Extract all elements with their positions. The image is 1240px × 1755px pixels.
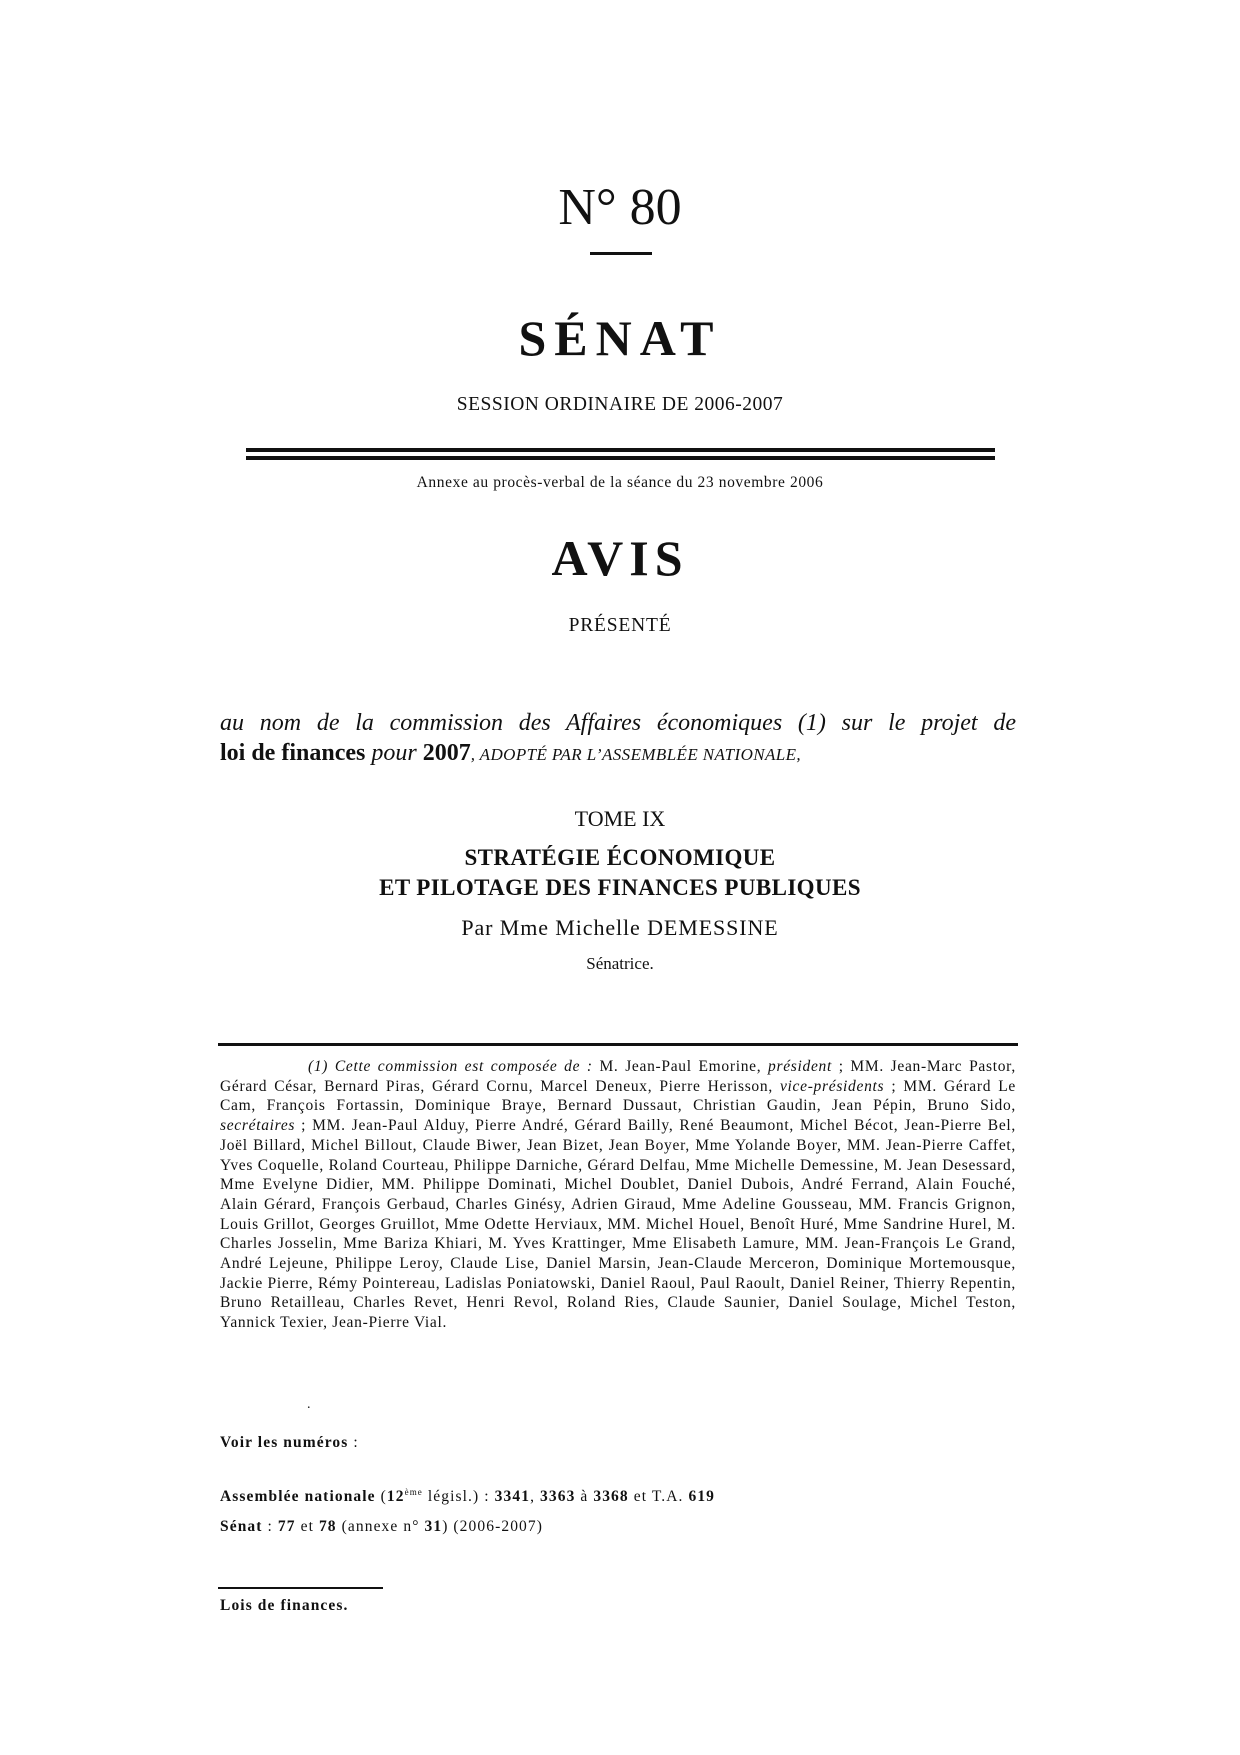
voir-label: Voir les numéros xyxy=(220,1434,349,1451)
presente-label: PRÉSENTÉ xyxy=(568,615,672,636)
voir-numeros xyxy=(220,1433,359,1453)
category-label xyxy=(220,1596,349,1616)
commission-sec-names: ; MM. Gérard Le Cam, François Fortassin, Dominique Braye, Bernard Dussaut, Christian Gaudin, Jean Pépin, Bruno Sido, xyxy=(220,1077,1016,1115)
footnote-rule xyxy=(218,1043,1018,1046)
senat-annexe-close: ) (2006-2007) xyxy=(442,1518,544,1535)
subject-title xyxy=(0,843,1240,903)
category-rule xyxy=(218,1587,383,1589)
an-sep-1: , xyxy=(530,1488,541,1505)
header-rule-top xyxy=(246,448,995,452)
an-open: ( xyxy=(375,1488,387,1505)
document-number: N° 80 xyxy=(558,179,682,236)
voir-colon: : xyxy=(348,1434,359,1451)
an-leg-rest: législ.) : xyxy=(422,1488,495,1505)
an-label: Assemblée nationale xyxy=(220,1488,376,1505)
session-line: SESSION ORDINAIRE DE 2006-2007 xyxy=(456,394,784,415)
commission-sec-label: secrétaires xyxy=(220,1117,296,1135)
senat-number-1: 77 xyxy=(277,1518,296,1535)
senat-number-2: 78 xyxy=(318,1518,337,1535)
intro-paragraph xyxy=(220,708,1016,770)
an-ta: et T.A. xyxy=(628,1488,689,1505)
title-divider xyxy=(590,252,652,255)
an-number-2: 3363 xyxy=(540,1488,576,1505)
an-leg-sup: ème xyxy=(404,1487,423,1497)
assemblee-reference xyxy=(220,1487,715,1507)
an-leg-num: 12 xyxy=(386,1488,405,1505)
chamber-title: SÉNAT xyxy=(518,310,722,366)
senat-label: Sénat xyxy=(220,1518,263,1535)
commission-president-label: président xyxy=(768,1058,833,1075)
senat-annexe-open: (annexe n° xyxy=(336,1518,425,1535)
commission-president-name: M. Jean-Paul Emorine, xyxy=(599,1058,769,1075)
senat-reference xyxy=(220,1517,543,1537)
author-title: Sénatrice. xyxy=(586,954,654,973)
category-text: Lois de finances. xyxy=(220,1597,349,1614)
an-a: à xyxy=(575,1488,594,1505)
commission-vp-names: ; MM. Jean-Marc Pastor, Gérard César, Bernard Piras, Gérard Cornu, Marcel Deneux, Pierre Herisson, xyxy=(220,1058,1016,1095)
author-line: Par Mme Michelle DEMESSINE xyxy=(461,915,779,940)
commission-members: ; MM. Jean-Paul Alduy, Pierre André, Gérard Bailly, René Beaumont, Michel Bécot, Jean-Pierre Bel, Joël Billard, Michel Billout, Claude Biwer, Jean Bizet, Jean Boyer, Mme Yolande Boyer, MM. Jean-Pierre Caffet, Yves Coquelle, Roland Courteau, Philippe Darniche, Gérard Delfau, Mme Michelle Demessine, M. Jean Desessard, Mme Evelyne Didier, MM. Philippe Dominati, Michel Doublet, Daniel Dubois, André Ferrand, Alain Fouché, Alain Gérard, François Gerbaud, Charles Ginésy, Adrien Giraud, Mme Adeline Gousseau, MM. Francis Grignon, Louis Grillot, Georges Gruillot, Mme Odette Herviaux, MM. Michel Houel, Benoît Huré, Mme Sandrine Hurel, M. Charles Josselin, Mme Bariza Khiari, M. Yves Krattinger, Mme Elisabeth Lamure, MM. Jean-François Le Grand, André Lejeune, Philippe Leroy, Claude Lise, Daniel Marsin, Jean-Claude Merceron, Dominique Mortemousque, Jackie Pierre, Rémy Pointereau, Ladislas Poniatowski, Daniel Raoul, Paul Raoult, Daniel Reiner, Thierry Repentin, Bruno Retailleau, Charles Revet, Henri Revol, Roland Ries, Claude Saunier, Daniel Soulage, Michel Teston, Yannick Texier, Jean-Pierre Vial. xyxy=(220,1117,1016,1332)
intro-year: 2007 xyxy=(422,740,471,766)
subject-line-1: STRATÉGIE ÉCONOMIQUE xyxy=(464,845,776,870)
annexe-line: Annexe au procès-verbal de la séance du 23 novembre 2006 xyxy=(416,474,824,491)
senat-colon: : xyxy=(262,1518,278,1535)
commission-footnote xyxy=(220,1057,1016,1333)
an-number-3: 3368 xyxy=(593,1488,629,1505)
header-rule-bottom xyxy=(246,456,995,460)
commission-vp-label: vice-présidents xyxy=(779,1077,885,1095)
trailing-dot: . xyxy=(307,1397,311,1412)
intro-loi: loi de finances xyxy=(220,740,366,766)
intro-line-1: au nom de la commission des Affaires économiques (1) sur le projet de xyxy=(220,710,1016,736)
intro-pour: pour xyxy=(365,740,423,766)
senat-number-3: 31 xyxy=(424,1518,443,1535)
an-number-4: 619 xyxy=(688,1488,716,1505)
senat-et: et xyxy=(295,1518,319,1535)
tome-label: TOME IX xyxy=(574,806,666,831)
intro-adopte: , ADOPTÉ PAR L’ASSEMBLÉE NATIONALE, xyxy=(470,745,802,764)
commission-lead: (1) Cette commission est composée de : xyxy=(308,1058,600,1075)
subject-line-2: ET PILOTAGE DES FINANCES PUBLIQUES xyxy=(379,875,861,900)
an-number-1: 3341 xyxy=(494,1488,531,1505)
avis-title: AVIS xyxy=(551,530,689,586)
